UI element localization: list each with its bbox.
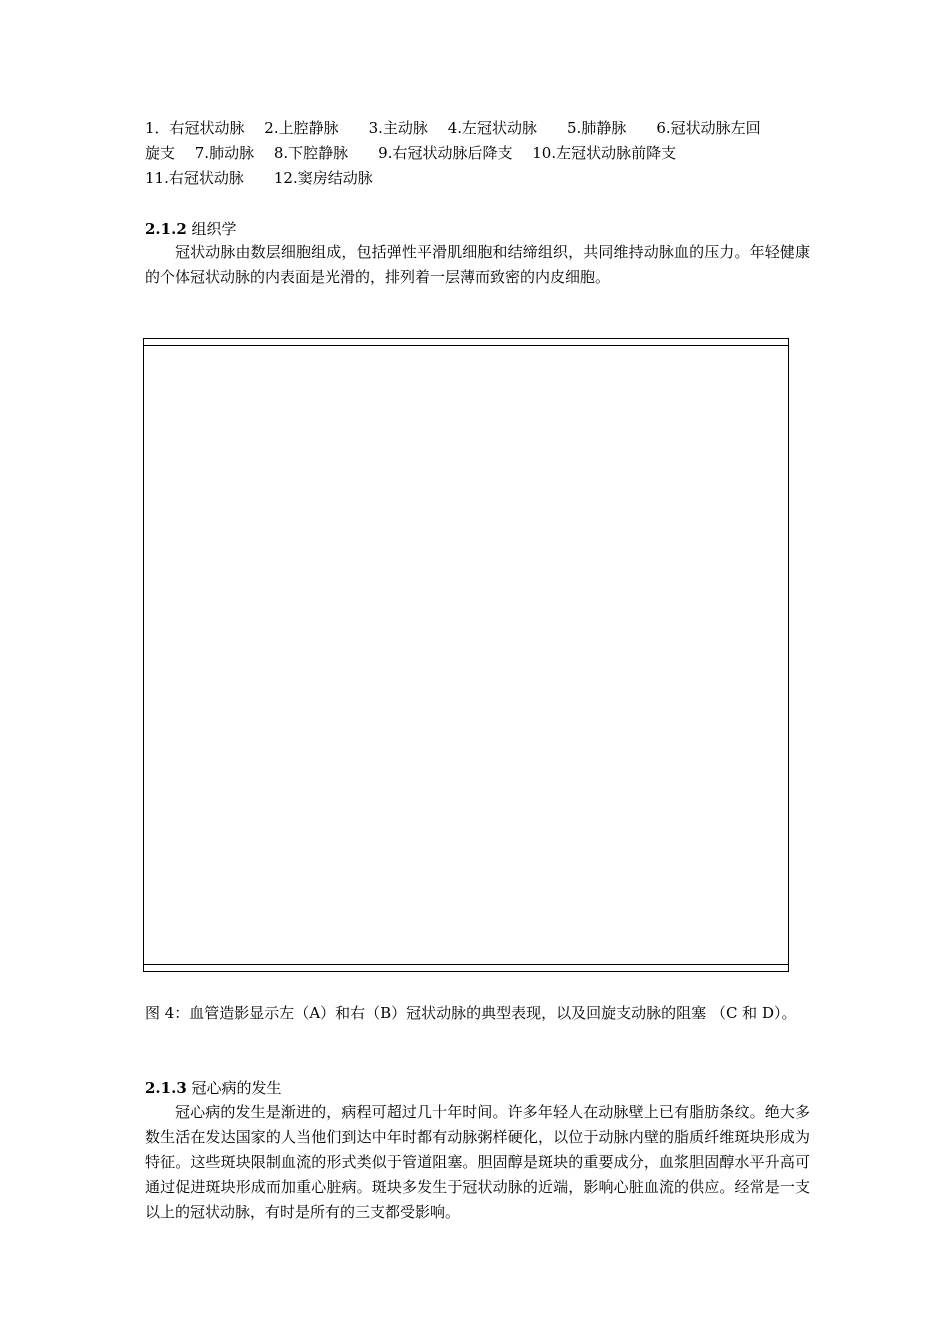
figure-4-caption: 图 4：血管造影显示左（A）和右（B）冠状动脉的典型表现，以及回旋支动脉的阻塞 （C 和 D）。 [145,1004,797,1022]
figure-4-image-frame [143,338,789,972]
frame-inner-bottom-rule [144,964,788,965]
frame-inner-top-rule [144,345,788,346]
figure-legend-line-2: 旋支 7.肺动脉 8.下腔静脉 9.右冠状动脉后降支 10.左冠状动脉前降支 [145,144,677,162]
section-number: 2.1.3 [145,1079,187,1097]
section-title: 组织学 [191,220,237,238]
section-heading-onset [145,1076,810,1101]
figure-legend-line-1: 1．右冠状动脉 2.上腔静脉 3.主动脉 4.左冠状动脉 5.肺静脉 6.冠状动脉左回 [145,119,761,137]
paragraph: 冠状动脉由数层细胞组成，包括弹性平滑肌细胞和结缔组织，共同维持动脉血的压力。年轻健康的个体冠状动脉的内表面是光滑的，排列着一层薄而致密的内皮细胞。 [145,243,810,286]
section-body-onset [145,1100,810,1225]
figure-legend-line-3: 11.右冠状动脉 12.窦房结动脉 [145,169,373,187]
section-title: 冠心病的发生 [191,1079,282,1097]
paragraph: 冠心病的发生是渐进的，病程可超过几十年时间。许多年轻人在动脉壁上已有脂肪条纹。绝大多数生活在发达国家的人当他们到达中年时都有动脉粥样硬化，以位于动脉内壁的脂质纤维斑块形成为特征。这些斑块限制血流的形式类似于管道阻塞。胆固醇是斑块的重要成分，血浆胆固醇水平升高可通过促进斑块形成而加重心脏病。斑块多发生于冠状动脉的近端，影响心脏血流的供应。经常是一支以上的冠状动脉，有时是所有的三支都受影响。 [145,1103,810,1221]
section-heading-histology [145,217,810,242]
section-number: 2.1.2 [145,220,187,238]
section-body-histology [145,240,810,290]
